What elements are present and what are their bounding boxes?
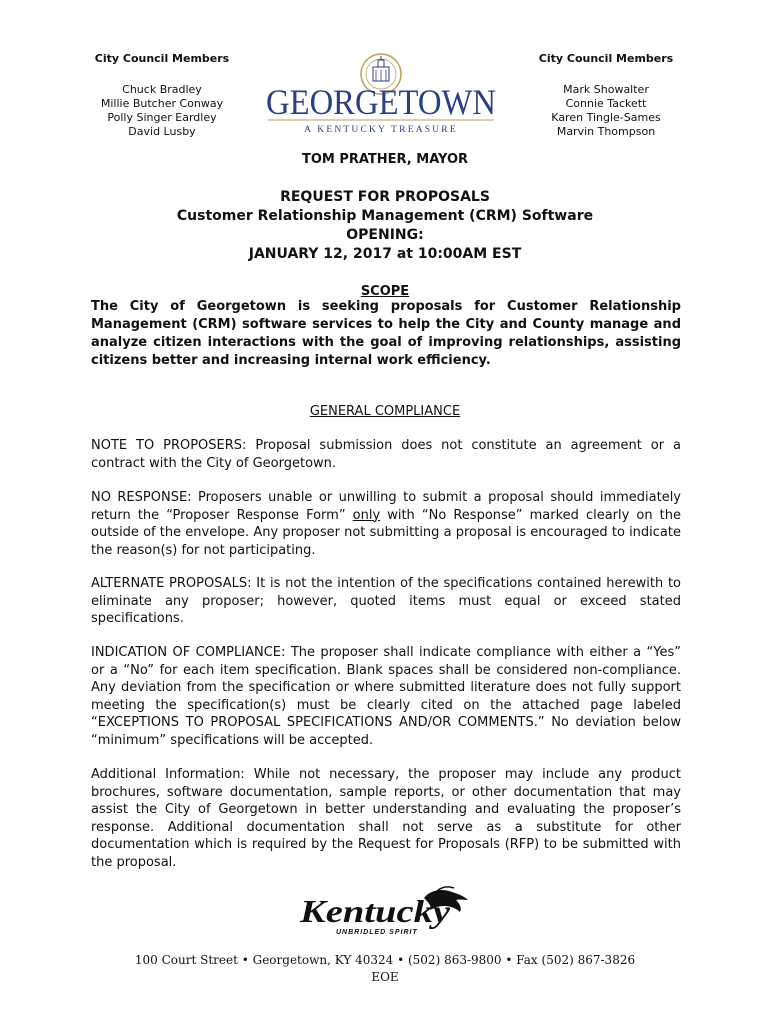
mayor-name: TOM PRATHER, MAYOR: [301, 152, 469, 167]
council-member: Karen Tingle-Sames: [551, 111, 661, 124]
no-response-text: NO RESPONSE: Proposers unable or unwilling to submit a proposal should immediately return the “Proposer Response Form”: [91, 490, 681, 523]
indication-of-compliance: INDICATION OF COMPLIANCE: The proposer shall indicate compliance with either a “Yes” or a “No” for each item specification. Blank spaces shall be considered non-compliance. Any deviation from the specification or where submitted literature does not fully support meeting the specification(s) must be clearly cited on the attached page labeled “EXCEPTIONS TO PROPOSAL SPECIFICATIONS AND/OR COMMENTS.” No deviation below “minimum” specifications will be accepted.: [91, 645, 681, 748]
council-title-right: City Council Members: [538, 52, 674, 65]
unbridled-spirit-tagline: UNBRIDLED SPIRIT: [336, 929, 418, 936]
additional-information: Additional Information: While not necessary, the proposer may include any product brochures, software documentation, sample reports, or other documentation that may assist the City of Georgetown in better understanding and evaluating the proposer’s response. Additional documentation shall not serve as a substitute for other documentation which is required by the Request for Proposals (RFP) to be submitted with the proposal.: [91, 767, 681, 870]
logo-wordmark: GEORGETOWN: [266, 82, 496, 122]
rfp-opening-date: JANUARY 12, 2017 at 10:00AM EST: [248, 246, 522, 262]
scope-heading: SCOPE: [360, 284, 410, 299]
council-member: Connie Tackett: [565, 97, 647, 110]
note-to-proposers: NOTE TO PROPOSERS: Proposal submission does not constitute an agreement or a contract with the City of Georgetown.: [91, 438, 681, 471]
rfp-opening-label: OPENING:: [346, 227, 424, 243]
rfp-heading: [0, 188, 770, 264]
council-member: David Lusby: [128, 125, 196, 138]
kentucky-unbridled-spirit-logo: [296, 886, 474, 938]
council-members-right: [506, 52, 706, 139]
council-title-left: City Council Members: [94, 52, 230, 65]
no-response-paragraph: [91, 489, 681, 559]
only-emphasis: only: [352, 507, 381, 523]
council-member: Chuck Bradley: [122, 83, 202, 96]
council-members-left: [62, 52, 262, 139]
kentucky-wordmark: Kentucky: [298, 893, 451, 929]
council-member: Mark Showalter: [563, 83, 649, 96]
georgetown-logo: [262, 52, 500, 138]
alternate-proposals: ALTERNATE PROPOSALS: It is not the intention of the specifications contained herewith to eliminate any proposer; however, quoted items must equal or exceed stated specifications.: [91, 576, 681, 626]
council-member: Marvin Thompson: [556, 125, 656, 138]
council-member: Millie Butcher Conway: [100, 97, 224, 110]
rfp-subject: Customer Relationship Management (CRM) Software: [176, 208, 594, 224]
no-response-text-rest: with “No Response” marked clearly on the outside of the envelope. Any proposer not submitting a proposal is encouraged to indicate the reason(s) for not participating.: [91, 507, 681, 558]
logo-tagline: A KENTUCKY TREASURE: [304, 125, 458, 135]
footer: [0, 952, 770, 986]
scope-text: The City of Georgetown is seeking proposals for Customer Relationship Management (CRM) software services to help the City and County manage and analyze citizen interactions with the goal of improving relationships, assisting citizens better and increasing internal work efficiency.: [91, 299, 681, 368]
council-member: Polly Singer Eardley: [107, 111, 217, 124]
rfp-title: REQUEST FOR PROPOSALS: [280, 189, 490, 205]
footer-address: 100 Court Street • Georgetown, KY 40324 • (502) 863-9800 • Fax (502) 867-3826: [134, 953, 636, 967]
general-compliance-heading: GENERAL COMPLIANCE: [309, 404, 461, 419]
footer-eoe: EOE: [371, 970, 399, 984]
